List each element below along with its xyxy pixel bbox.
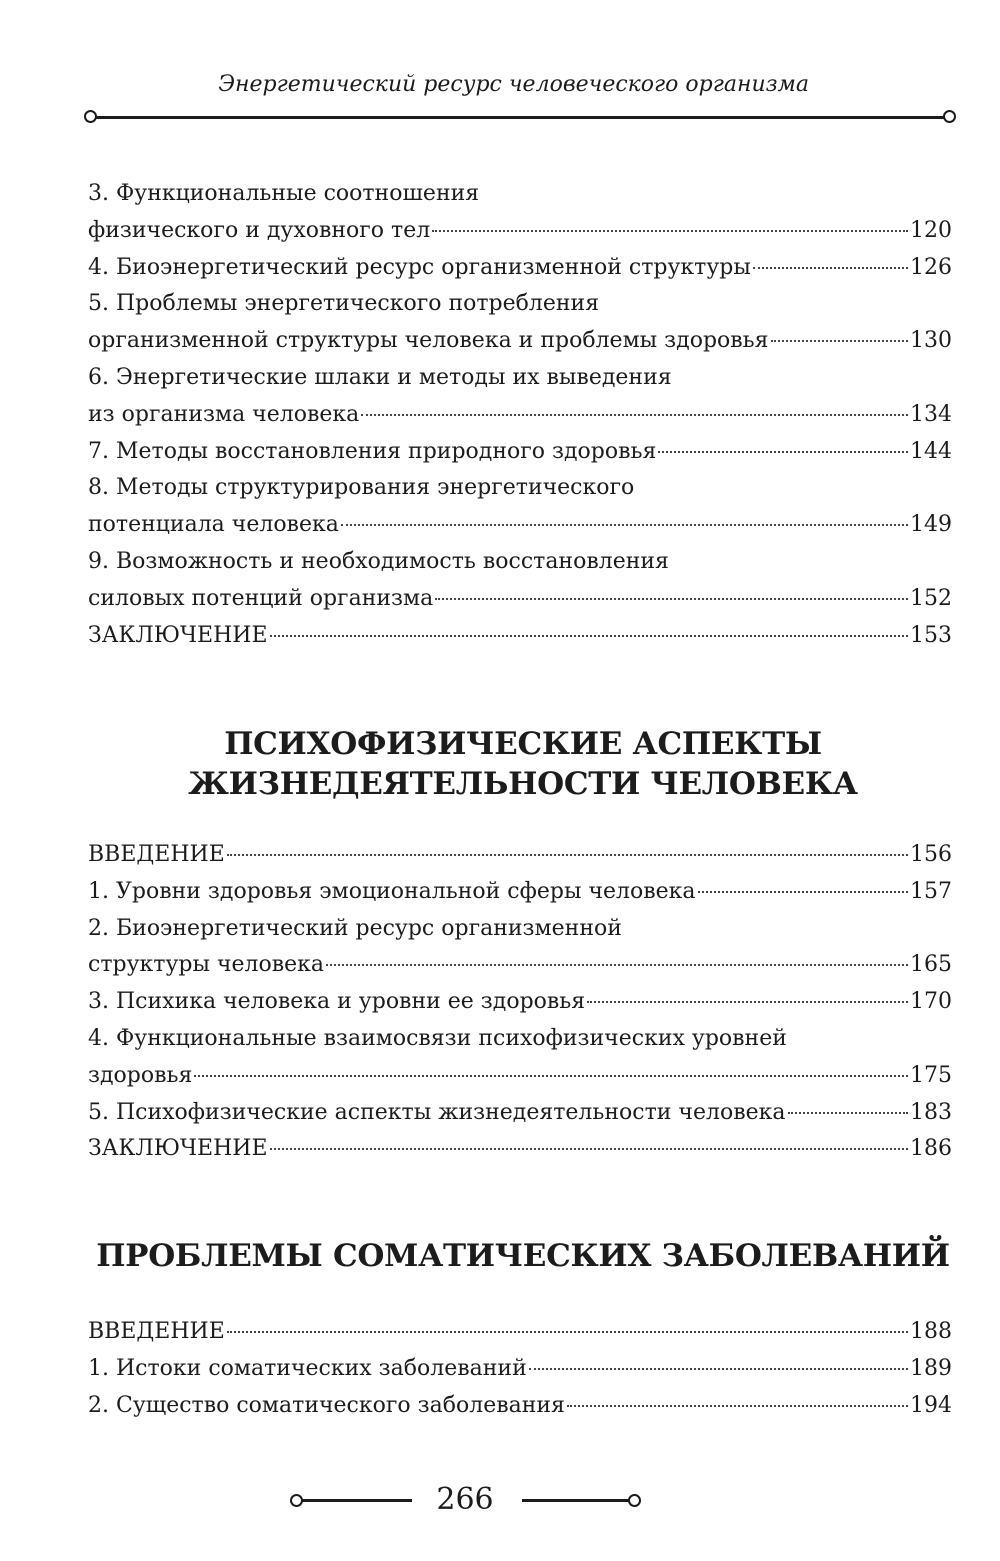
toc-section-2 bbox=[88, 837, 952, 1168]
toc-part-1 bbox=[88, 176, 952, 654]
toc-entry-title: 2. Биоэнергетический ресурс организменной bbox=[88, 915, 622, 941]
toc-page-number: 153 bbox=[910, 622, 952, 648]
toc-entry-title: 3. Психика человека и уровни ее здоровья bbox=[88, 989, 586, 1015]
toc-leader-dots bbox=[529, 1368, 908, 1370]
toc-entry bbox=[88, 911, 952, 948]
toc-entry-title: 1. Истоки соматических заболеваний bbox=[88, 1355, 527, 1381]
toc-entry bbox=[88, 874, 952, 911]
toc-entry bbox=[88, 286, 952, 323]
section-title-line-2: ЖИЗНЕДЕЯТЕЛЬНОСТИ ЧЕЛОВЕКА bbox=[188, 766, 858, 802]
page-footer bbox=[290, 1480, 640, 1520]
toc-leader-dots bbox=[771, 340, 908, 342]
toc-entry bbox=[88, 1388, 952, 1425]
header-rule bbox=[84, 110, 956, 124]
section-title-line-1: ПСИХОФИЗИЧЕСКИЕ АСПЕКТЫ bbox=[224, 726, 822, 762]
toc-leader-dots bbox=[270, 635, 908, 637]
toc-leader-dots bbox=[227, 1331, 908, 1333]
toc-leader-dots bbox=[341, 524, 908, 526]
header-rule-line bbox=[94, 116, 946, 119]
toc-entry bbox=[88, 837, 952, 874]
toc-entry bbox=[88, 360, 952, 397]
toc-entry-title: 3. Функциональные соотношения bbox=[88, 181, 480, 206]
toc-entry bbox=[88, 581, 952, 618]
toc-entry bbox=[88, 1095, 952, 1132]
toc-entry bbox=[88, 947, 952, 984]
page-number: 266 bbox=[436, 1482, 494, 1517]
toc-entry-title: 9. Возможность и необходимость восстановления bbox=[88, 548, 669, 574]
toc-page-number: 165 bbox=[910, 952, 952, 978]
toc-entry-title: 4. Биоэнергетический ресурс организменной структуры bbox=[88, 254, 751, 280]
section-title-psychophysical bbox=[88, 724, 958, 804]
toc-leader-dots bbox=[194, 1075, 908, 1077]
toc-entry bbox=[88, 213, 952, 250]
toc-entry-title: силовых потенций организма bbox=[88, 585, 434, 611]
toc-entry-title: физического и духовного тел bbox=[88, 217, 431, 243]
toc-page-number: 149 bbox=[910, 512, 952, 538]
rule-ring-left bbox=[84, 110, 97, 123]
toc-page-number: 156 bbox=[910, 842, 952, 867]
toc-leader-dots bbox=[658, 451, 908, 453]
toc-entry bbox=[88, 1351, 952, 1388]
toc-page-number: 189 bbox=[910, 1355, 952, 1381]
toc-entry bbox=[88, 470, 952, 507]
toc-entry-title: 6. Энергетические шлаки и методы их выведения bbox=[88, 364, 672, 390]
toc-leader-dots bbox=[753, 267, 908, 269]
toc-entry bbox=[88, 1131, 952, 1168]
toc-page-number: 170 bbox=[910, 989, 952, 1015]
toc-entry-title: 4. Функциональные взаимосвязи психофизических уровней bbox=[88, 1025, 787, 1051]
toc-leader-dots bbox=[788, 1112, 909, 1114]
toc-page-number: 186 bbox=[910, 1136, 952, 1162]
toc-leader-dots bbox=[698, 891, 908, 893]
toc-entry bbox=[88, 507, 952, 544]
section-title-somatic: ПРОБЛЕМЫ СОМАТИЧЕСКИХ ЗАБОЛЕВАНИЙ bbox=[96, 1238, 950, 1274]
toc-page-number: 144 bbox=[910, 438, 952, 464]
toc-leader-dots bbox=[435, 598, 908, 600]
toc-page-number: 157 bbox=[910, 878, 952, 904]
toc-entry-title: ВВЕДЕНИЕ bbox=[88, 842, 225, 867]
footer-ring-right bbox=[628, 1494, 641, 1507]
toc-entry bbox=[88, 397, 952, 434]
toc-entry bbox=[88, 618, 952, 655]
footer-rule-right bbox=[522, 1499, 630, 1502]
toc-leader-dots bbox=[587, 1001, 908, 1003]
toc-page-number: 130 bbox=[910, 328, 952, 354]
toc-entry-title: 8. Методы структурирования энергетического bbox=[88, 475, 635, 501]
toc-section-3 bbox=[88, 1314, 952, 1424]
toc-leader-dots bbox=[432, 230, 908, 232]
toc-page-number: 126 bbox=[910, 254, 952, 280]
toc-leader-dots bbox=[270, 1148, 908, 1150]
toc-entry bbox=[88, 1021, 952, 1058]
rule-ring-right bbox=[943, 110, 956, 123]
toc-page-number: 120 bbox=[910, 217, 952, 243]
toc-leader-dots bbox=[326, 964, 908, 966]
toc-entry-title: здоровья bbox=[88, 1062, 193, 1088]
toc-entry-title: из организма человека bbox=[88, 401, 360, 427]
toc-entry-title: организменной структуры человека и проблемы здоровья bbox=[88, 328, 769, 354]
toc-entry bbox=[88, 984, 952, 1021]
toc-entry bbox=[88, 1058, 952, 1095]
toc-entry bbox=[88, 323, 952, 360]
toc-entry-title: 7. Методы восстановления природного здоровья bbox=[88, 438, 657, 464]
toc-entry bbox=[88, 250, 952, 287]
toc-entry-title: 5. Психофизические аспекты жизнедеятельности человека bbox=[88, 1099, 786, 1125]
running-head: Энергетический ресурс человеческого организма bbox=[218, 72, 809, 97]
toc-entry-title: 1. Уровни здоровья эмоциональной сферы человека bbox=[88, 878, 696, 904]
toc-leader-dots bbox=[227, 854, 908, 856]
toc-page-number: 134 bbox=[910, 401, 952, 427]
toc-entry-title: структуры человека bbox=[88, 952, 325, 978]
toc-page-number: 194 bbox=[910, 1392, 952, 1418]
toc-leader-dots bbox=[567, 1405, 908, 1407]
toc-entry bbox=[88, 434, 952, 471]
toc-entry-title: 2. Существо соматического заболевания bbox=[88, 1392, 565, 1418]
toc-page-number: 183 bbox=[910, 1099, 952, 1125]
toc-entry bbox=[88, 1314, 952, 1351]
toc-entry-title: ЗАКЛЮЧЕНИЕ bbox=[88, 1136, 268, 1162]
toc-leader-dots bbox=[361, 414, 908, 416]
toc-page-number: 175 bbox=[910, 1062, 952, 1088]
toc-entry bbox=[88, 176, 952, 213]
toc-entry-title: 5. Проблемы энергетического потребления bbox=[88, 291, 600, 317]
toc-entry-title: потенциала человека bbox=[88, 512, 339, 538]
toc-entry bbox=[88, 544, 952, 581]
toc-entry-title: ЗАКЛЮЧЕНИЕ bbox=[88, 622, 268, 648]
toc-entry-title: ВВЕДЕНИЕ bbox=[88, 1319, 225, 1344]
toc-page-number: 152 bbox=[910, 585, 952, 611]
toc-page-number: 188 bbox=[910, 1319, 952, 1344]
